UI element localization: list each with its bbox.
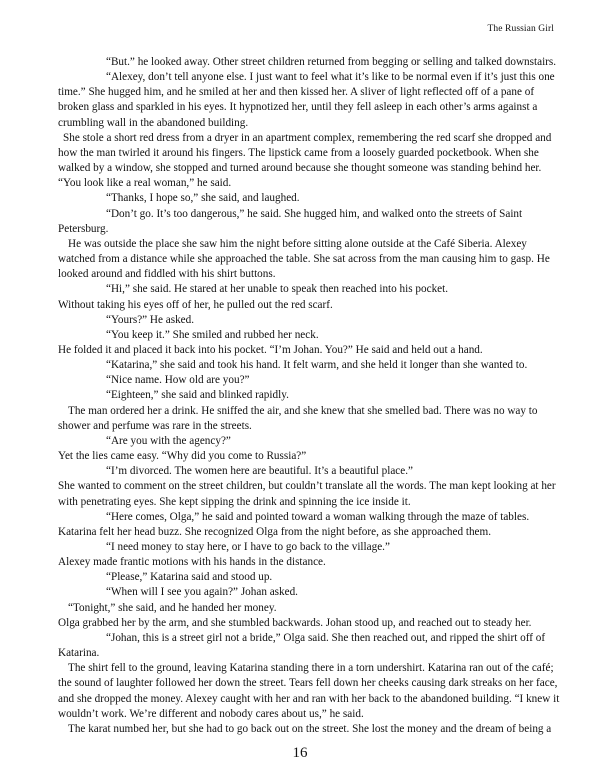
- paragraph: “Alexey, don’t tell anyone else. I just want to feel what it’s like to be normal even if it’s just this one time.” She hugged him, and he smiled at her and then kissed her. A sliver of light reflected off of a pane of broken glass and sparkled in his eyes. It hypnotized her, until they fell asleep in each other’s arms against a crumbling wall in the abandoned building.: [58, 71, 555, 129]
- paragraph: He was outside the place she saw him the night before sitting alone outside at the Café Siberia. Alexey watched from a distance while she approached the table. She sat across from the man causing him to gasp. He looked around and fiddled with his shirt buttons.: [58, 237, 550, 281]
- paragraph: “Hi,” she said. He stared at her unable to speak then reached into his pocket.: [106, 283, 449, 296]
- body-text: [58, 55, 562, 737]
- paragraph: “Yours?” He asked.: [106, 313, 195, 326]
- paragraph: “But.” he looked away. Other street children returned from begging or selling and talked downstairs.: [106, 56, 557, 68]
- paragraph: The karat numbed her, but she had to go back out on the street. She lost the money and the dream of being a: [68, 722, 552, 735]
- paragraph: “I need money to stay here, or I have to go back to the village.”: [106, 541, 390, 553]
- paragraph: “Katarina,” she said and took his hand. It felt warm, and she held it longer than she wanted to.: [106, 359, 528, 372]
- paragraph: Yet the lies came easy. “Why did you come to Russia?”: [58, 450, 307, 463]
- paragraph: “Thanks, I hope so,” she said, and laughed.: [106, 192, 300, 205]
- paragraph: Alexey made frantic motions with his hands in the distance.: [58, 556, 326, 569]
- paragraph: She stole a short red dress from a dryer in an apartment complex, remembering the red scarf she dropped and how the man twirled it around his fingers. The lipstick came from a loosely guarded pocketbook. When she walked by a window, she stopped and turned around because she thought someone was standing behind her. “You look like a real woman,” he said.: [58, 131, 552, 190]
- paragraph: “Here comes, Olga,” he said and pointed toward a woman walking through the maze of tables.: [106, 510, 530, 523]
- paragraph: “Please,” Katarina said and stood up.: [106, 571, 273, 584]
- paragraph: “Eighteen,” she said and blinked rapidly.: [106, 389, 289, 402]
- paragraph: He folded it and placed it back into his pocket. “I’m Johan. You?” He said and held out a hand.: [58, 343, 483, 356]
- paragraph: “Don’t go. It’s too dangerous,” he said. She hugged him, and walked onto the streets of Saint Petersburg.: [58, 207, 523, 235]
- paragraph: “I’m divorced. The women here are beautiful. It’s a beautiful place.”: [106, 465, 413, 478]
- page-number: 16: [292, 745, 308, 761]
- paragraph: “Johan, this is a street girl not a bride,” Olga said. She then reached out, and ripped the shirt off of Katarina.: [58, 631, 546, 660]
- paragraph: The shirt fell to the ground, leaving Katarina standing there in a torn undershirt. Katarina ran out of the café; the sound of laughter followed her down the street. Tears fell down her cheeks causing dark streaks on her face, and she dropped the money. Alexey caught with her and ran with her back to the abandoned building. “I knew it wouldn’t work. We’re different and nobody cares about us,” he said.: [58, 662, 560, 720]
- paragraph: “Are you with the agency?”: [106, 434, 231, 447]
- running-head-title: The Russian Girl: [487, 24, 554, 34]
- paragraph: “You keep it.” She smiled and rubbed her neck.: [106, 328, 319, 341]
- paragraph: Without taking his eyes off of her, he pulled out the red scarf.: [58, 298, 333, 311]
- paragraph: The man ordered her a drink. He sniffed the air, and she knew that she smelled bad. There was no way to shower and perfume was rare in the streets.: [58, 404, 538, 432]
- paragraph: Olga grabbed her by the arm, and she stumbled backwards. Johan stood up, and reached out to steady her.: [58, 616, 532, 629]
- paragraph: “Nice name. How old are you?”: [106, 374, 250, 387]
- paragraph: She wanted to comment on the street children, but couldn’t translate all the words. The man kept looking at her with penetrating eyes. She kept sipping the drink and spinning the ice inside it.: [58, 480, 556, 508]
- paragraph: “When will I see you again?” Johan asked.: [106, 586, 298, 599]
- paragraph: Katarina felt her head buzz. She recognized Olga from the night before, as she approached them.: [58, 525, 492, 538]
- paragraph: “Tonight,” she said, and he handed her money.: [68, 601, 277, 614]
